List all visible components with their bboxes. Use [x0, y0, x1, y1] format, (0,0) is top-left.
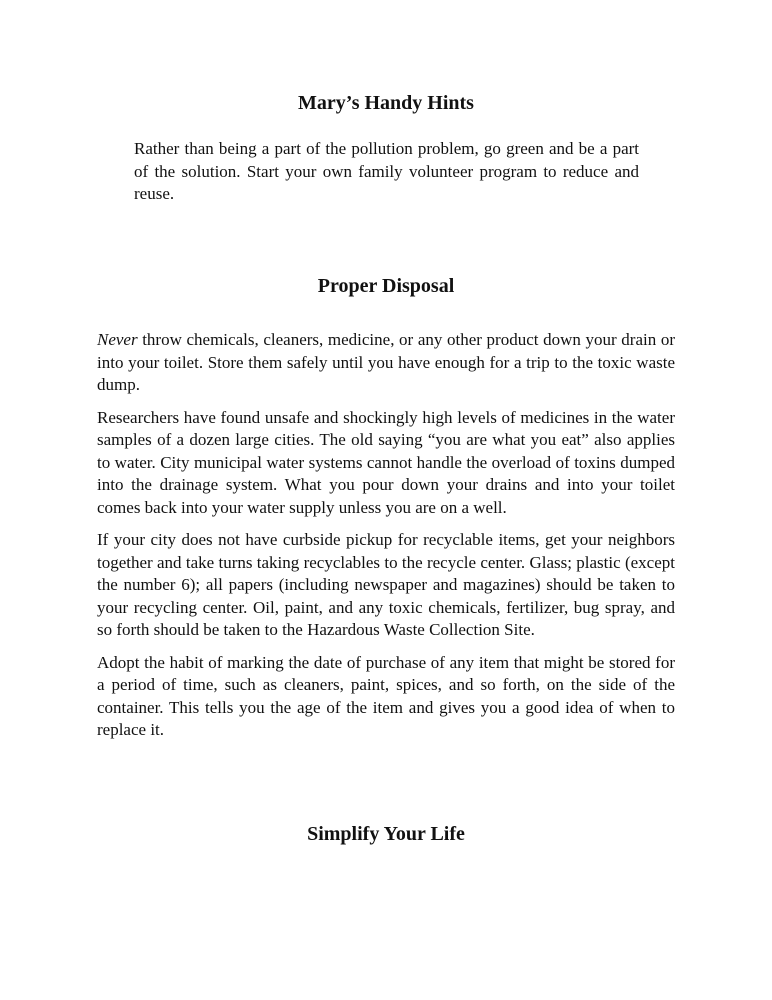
never-emphasis: Never: [97, 330, 138, 349]
paragraph-date-of-purchase: Adopt the habit of marking the date of purchase of any item that might be stored for a period of time, such as cleaners, paint, spices, and so forth, on the side of the container. This tells you the age of the item and gives you a good idea of when to replace it.: [97, 652, 675, 739]
marys-handy-hints-text: Rather than being a part of the pollution problem, go green and be a part of the solution. Start your own family volunteer program to reduce and reuse.: [134, 139, 639, 203]
paragraph-curbside-pickup: If your city does not have curbside pickup for recyclable items, get your neighbors together and take turns taking recyclables to the recycle center. Glass; plastic (except the number 6); all papers (including newspaper and magazines) should be taken to your recycling center. Oil, paint, and any toxic chemicals, fertilizer, bug spray, and so forth should be taken to the Hazardous Waste Collection Site.: [97, 530, 675, 639]
marys-handy-hints-heading: Mary’s Handy Hints: [298, 92, 474, 114]
paragraph-never-throw-text: throw chemicals, cleaners, medicine, or any other product down your drain or into your toilet. Store them safely until you have enough for a trip to the toxic waste dump.: [97, 330, 675, 394]
paragraph-never-throw: [97, 329, 675, 397]
paragraph-researchers: Researchers have found unsafe and shockingly high levels of medicines in the water samples of a dozen large cities. The old saying “you are what you eat” also applies to water. City municipal water systems cannot handle the overload of toxins dumped into the drainage system. What you pour down your drains and into your toilet comes back into your water supply unless you are on a well.: [97, 407, 675, 517]
proper-disposal-heading: Proper Disposal: [317, 275, 455, 297]
simplify-your-life-heading: Simplify Your Life: [307, 823, 465, 845]
proper-disposal-body: [97, 329, 675, 752]
